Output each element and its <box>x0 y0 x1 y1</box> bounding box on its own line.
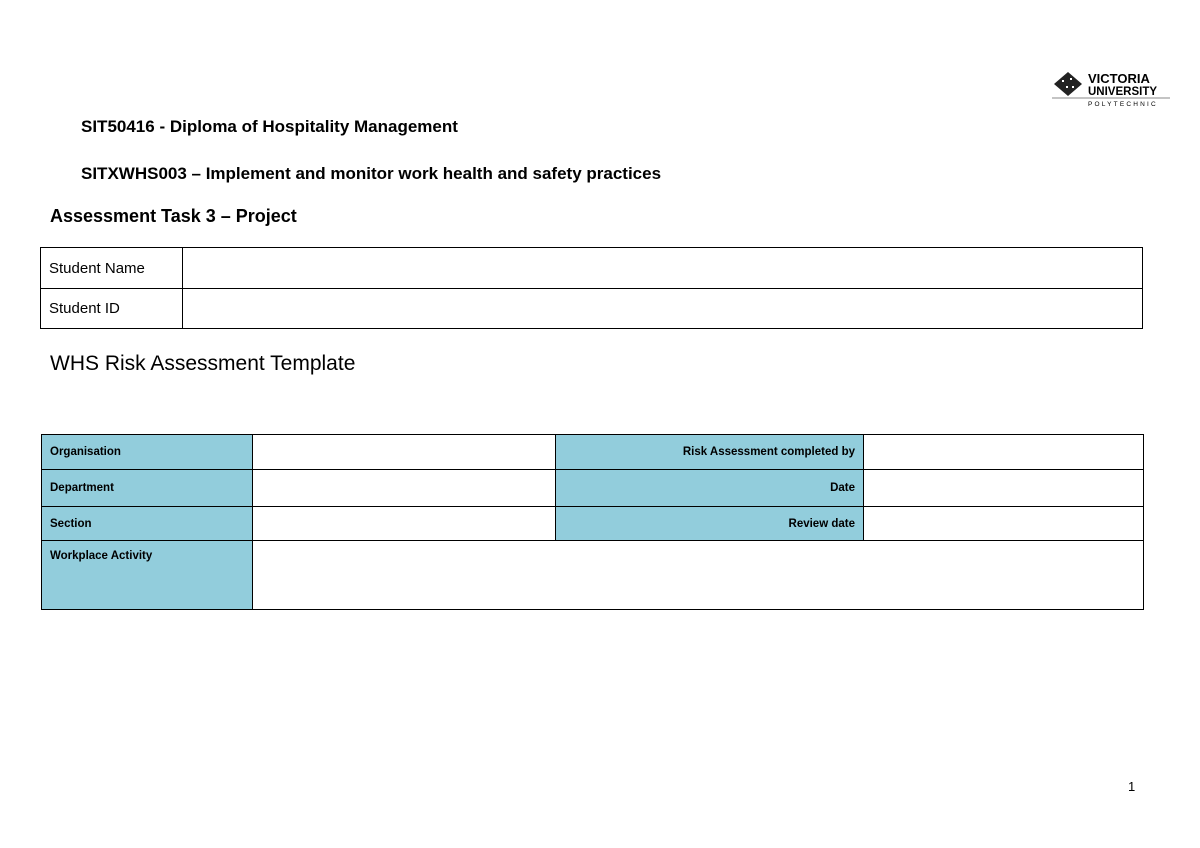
workplace-activity-label: Workplace Activity <box>42 541 253 610</box>
organisation-field[interactable] <box>253 435 556 470</box>
victoria-university-logo <box>1052 70 1170 108</box>
risk-assessment-table <box>41 434 1144 610</box>
review-date-field[interactable] <box>864 507 1144 541</box>
workplace-activity-field[interactable] <box>253 541 1144 610</box>
student-table <box>40 247 1143 329</box>
department-field[interactable] <box>253 470 556 507</box>
svg-text:UNIVERSITY: UNIVERSITY <box>1088 86 1158 98</box>
svg-text:POLYTECHNIC: POLYTECHNIC <box>1088 101 1158 108</box>
svg-text:VICTORIA: VICTORIA <box>1088 71 1150 86</box>
review-date-label: Review date <box>556 507 864 541</box>
section-label: Section <box>42 507 253 541</box>
task-title: Assessment Task 3 – Project <box>50 206 297 226</box>
date-field[interactable] <box>864 470 1144 507</box>
section-field[interactable] <box>253 507 556 541</box>
date-label: Date <box>556 470 864 507</box>
student-id-field[interactable] <box>183 289 1143 329</box>
completed-by-field[interactable] <box>864 435 1144 470</box>
student-name-label: Student Name <box>41 248 183 289</box>
completed-by-label: Risk Assessment completed by <box>556 435 864 470</box>
page-number: 1 <box>1128 779 1136 794</box>
course-title: SIT50416 - Diploma of Hospitality Management <box>81 117 458 136</box>
student-name-field[interactable] <box>183 248 1143 289</box>
template-title: WHS Risk Assessment Template <box>50 352 356 375</box>
organisation-label: Organisation <box>42 435 253 470</box>
department-label: Department <box>42 470 253 507</box>
student-id-label: Student ID <box>41 289 183 329</box>
unit-title: SITXWHS003 – Implement and monitor work health and safety practices <box>81 164 662 183</box>
